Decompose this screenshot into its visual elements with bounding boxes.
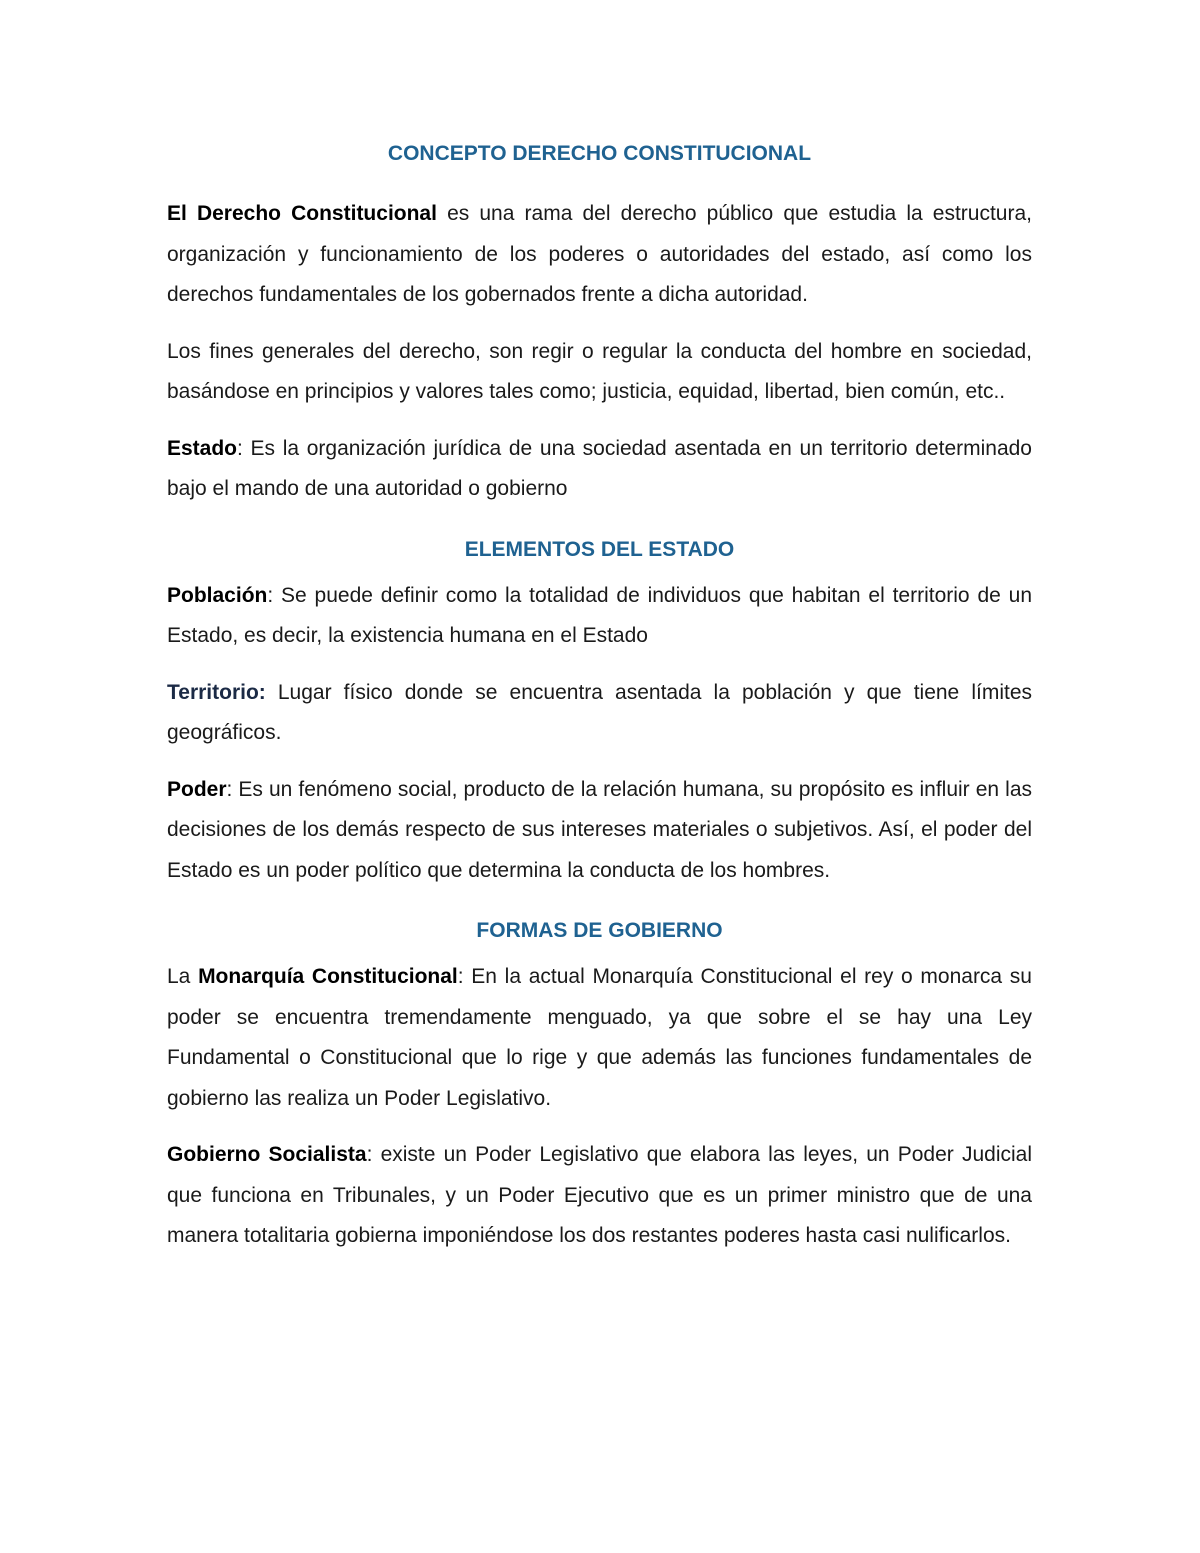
paragraph-socialista [167,1135,1032,1257]
term-monarquia: Monarquía Constitucional [198,965,458,988]
prefix-monarquia: La [167,965,199,988]
definition-monarquia: : En la actual Monarquía Constitucional el rey o monarca su poder se encuentra tremendamente menguado, ya que sobre el se hay una Ley Fundamental o Constitucional que lo rige y que además las funciones fundamentales de gobierno las realiza un Poder Legislativo. [167,965,1032,1110]
heading-formas: FORMAS DE GOBIERNO [476,919,723,942]
heading-concepto: CONCEPTO DERECHO CONSTITUCIONAL [387,142,812,165]
definition-derecho-constitucional: es una rama del derecho público que estudia la estructura, organización y funcionamiento de los poderes o autoridades del estado, así como los derechos fundamentales de los gobernados frente a dicha autoridad. [167,202,1032,306]
definition-poblacion: : Se puede definir como la totalidad de individuos que habitan el territorio de un Estado, es decir, la existencia humana en el Estado [167,583,1032,647]
term-poblacion: Población [167,583,268,607]
term-socialista: Gobierno Socialista [167,1143,367,1166]
paragraph-poblacion [167,576,1032,657]
definition-estado: : Es la organización jurídica de una sociedad asentada en un territorio determinado bajo el mando de una autoridad o gobierno [167,436,1032,500]
paragraph-derecho-constitucional [167,194,1032,316]
document-page [167,138,1032,1257]
paragraph-monarquia [167,957,1032,1119]
paragraph-fines: Los fines generales del derecho, son regir o regular la conducta del hombre en sociedad, basándose en principios y valores tales como; justicia, equidad, libertad, bien común, etc.. [167,339,1032,403]
definition-socialista: : existe un Poder Legislativo que elabora las leyes, un Poder Judicial que funciona en Tribunales, y un Poder Ejecutivo que es un primer ministro que de una manera totalitaria gobierna imponiéndose los dos restantes poderes hasta casi nulificarlos. [167,1143,1032,1247]
term-estado: Estado [167,436,238,460]
paragraph-estado [167,429,1032,510]
heading-elementos: ELEMENTOS DEL ESTADO [464,537,735,561]
definition-poder: : Es un fenómeno social, producto de la relación humana, su propósito es influir en las decisiones de los demás respecto de sus intereses materiales o subjetivos. Así, el poder del Estado es un poder político que determina la conducta de los hombres. [167,777,1032,882]
paragraph-territorio [167,673,1032,754]
definition-territorio: Lugar físico donde se encuentra asentada la población y que tiene límites geográficos. [167,680,1032,744]
term-territorio: Territorio: [167,680,266,704]
term-derecho-constitucional: El Derecho Constitucional [167,202,437,225]
paragraph-poder [167,770,1032,892]
term-poder: Poder [167,777,227,801]
